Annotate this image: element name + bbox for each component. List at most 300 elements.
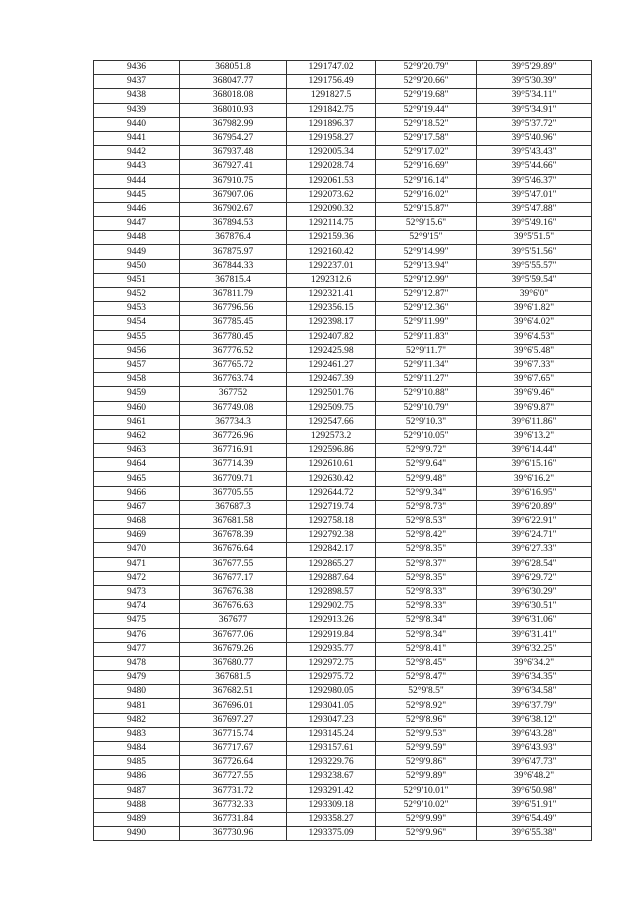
latitude-cell: 52°9'9.53" xyxy=(376,727,477,741)
longitude-cell: 39°6'27.33" xyxy=(477,543,592,557)
table-row xyxy=(94,671,592,685)
longitude-cell: 39°6'4.53" xyxy=(477,330,592,344)
longitude-cell: 39°6'43.93" xyxy=(477,742,592,756)
latitude-cell: 52°9'16.69" xyxy=(376,160,477,174)
latitude-cell: 52°9'18.52" xyxy=(376,117,477,131)
y-coordinate-cell: 1292090.32 xyxy=(287,202,376,216)
point-number-cell: 9453 xyxy=(94,302,180,316)
point-number-cell: 9455 xyxy=(94,330,180,344)
latitude-cell: 52°9'15" xyxy=(376,231,477,245)
latitude-cell: 52°9'10.05" xyxy=(376,429,477,443)
latitude-cell: 52°9'8.53" xyxy=(376,515,477,529)
y-coordinate-cell: 1293309.18 xyxy=(287,798,376,812)
table-row xyxy=(94,444,592,458)
x-coordinate-cell: 367811.79 xyxy=(180,288,287,302)
point-number-cell: 9477 xyxy=(94,642,180,656)
x-coordinate-cell: 367730.96 xyxy=(180,827,287,841)
longitude-cell: 39°6'31.41" xyxy=(477,628,592,642)
point-number-cell: 9470 xyxy=(94,543,180,557)
longitude-cell: 39°5'30.39" xyxy=(477,75,592,89)
y-coordinate-cell: 1292980.05 xyxy=(287,685,376,699)
point-number-cell: 9456 xyxy=(94,344,180,358)
latitude-cell: 52°9'19.44" xyxy=(376,103,477,117)
x-coordinate-cell: 367796.56 xyxy=(180,302,287,316)
table-row xyxy=(94,174,592,188)
x-coordinate-cell: 367676.64 xyxy=(180,543,287,557)
x-coordinate-cell: 367731.84 xyxy=(180,812,287,826)
table-row xyxy=(94,75,592,89)
table-row xyxy=(94,316,592,330)
y-coordinate-cell: 1292573.2 xyxy=(287,429,376,443)
point-number-cell: 9467 xyxy=(94,500,180,514)
longitude-cell: 39°6'29.72" xyxy=(477,571,592,585)
table-row xyxy=(94,585,592,599)
y-coordinate-cell: 1293375.09 xyxy=(287,827,376,841)
table-row xyxy=(94,458,592,472)
table-row xyxy=(94,486,592,500)
x-coordinate-cell: 367902.67 xyxy=(180,202,287,216)
latitude-cell: 52°9'8.37" xyxy=(376,557,477,571)
y-coordinate-cell: 1293145.24 xyxy=(287,727,376,741)
point-number-cell: 9464 xyxy=(94,458,180,472)
latitude-cell: 52°9'9.48" xyxy=(376,472,477,486)
point-number-cell: 9462 xyxy=(94,429,180,443)
table-row xyxy=(94,784,592,798)
x-coordinate-cell: 367677.55 xyxy=(180,557,287,571)
x-coordinate-cell: 367681.5 xyxy=(180,671,287,685)
latitude-cell: 52°9'8.5" xyxy=(376,685,477,699)
point-number-cell: 9436 xyxy=(94,61,180,75)
longitude-cell: 39°6'1.82" xyxy=(477,302,592,316)
table-row xyxy=(94,685,592,699)
longitude-cell: 39°6'5.48" xyxy=(477,344,592,358)
point-number-cell: 9487 xyxy=(94,784,180,798)
y-coordinate-cell: 1292913.26 xyxy=(287,614,376,628)
y-coordinate-cell: 1292005.34 xyxy=(287,146,376,160)
longitude-cell: 39°6'9.46" xyxy=(477,387,592,401)
longitude-cell: 39°5'34.91" xyxy=(477,103,592,117)
table-row xyxy=(94,600,592,614)
table-row xyxy=(94,656,592,670)
point-number-cell: 9463 xyxy=(94,444,180,458)
longitude-cell: 39°5'43.43" xyxy=(477,146,592,160)
x-coordinate-cell: 368010.93 xyxy=(180,103,287,117)
latitude-cell: 52°9'10.88" xyxy=(376,387,477,401)
longitude-cell: 39°6'30.51" xyxy=(477,600,592,614)
longitude-cell: 39°6'15.16" xyxy=(477,458,592,472)
longitude-cell: 39°6'7.33" xyxy=(477,358,592,372)
latitude-cell: 52°9'9.59" xyxy=(376,742,477,756)
x-coordinate-cell: 367709.71 xyxy=(180,472,287,486)
table-row xyxy=(94,798,592,812)
latitude-cell: 52°9'10.02" xyxy=(376,798,477,812)
latitude-cell: 52°9'19.68" xyxy=(376,89,477,103)
y-coordinate-cell: 1293358.27 xyxy=(287,812,376,826)
longitude-cell: 39°6'7.65" xyxy=(477,373,592,387)
longitude-cell: 39°6'38.12" xyxy=(477,713,592,727)
y-coordinate-cell: 1292630.42 xyxy=(287,472,376,486)
point-number-cell: 9452 xyxy=(94,288,180,302)
table-row xyxy=(94,344,592,358)
x-coordinate-cell: 367785.45 xyxy=(180,316,287,330)
x-coordinate-cell: 367844.33 xyxy=(180,259,287,273)
x-coordinate-cell: 367954.27 xyxy=(180,131,287,145)
y-coordinate-cell: 1292758.18 xyxy=(287,515,376,529)
table-row xyxy=(94,387,592,401)
table-row xyxy=(94,231,592,245)
latitude-cell: 52°9'9.64" xyxy=(376,458,477,472)
table-row xyxy=(94,543,592,557)
x-coordinate-cell: 367679.26 xyxy=(180,642,287,656)
y-coordinate-cell: 1292159.36 xyxy=(287,231,376,245)
x-coordinate-cell: 367676.38 xyxy=(180,585,287,599)
longitude-cell: 39°6'28.54" xyxy=(477,557,592,571)
latitude-cell: 52°9'9.86" xyxy=(376,756,477,770)
point-number-cell: 9489 xyxy=(94,812,180,826)
point-number-cell: 9480 xyxy=(94,685,180,699)
y-coordinate-cell: 1292467.39 xyxy=(287,373,376,387)
point-number-cell: 9483 xyxy=(94,727,180,741)
x-coordinate-cell: 367696.01 xyxy=(180,699,287,713)
x-coordinate-cell: 368047.77 xyxy=(180,75,287,89)
point-number-cell: 9488 xyxy=(94,798,180,812)
table-row xyxy=(94,103,592,117)
longitude-cell: 39°6'30.29" xyxy=(477,585,592,599)
table-row xyxy=(94,259,592,273)
y-coordinate-cell: 1292547.66 xyxy=(287,415,376,429)
y-coordinate-cell: 1293291.42 xyxy=(287,784,376,798)
point-number-cell: 9451 xyxy=(94,273,180,287)
longitude-cell: 39°6'31.06" xyxy=(477,614,592,628)
point-number-cell: 9469 xyxy=(94,529,180,543)
latitude-cell: 52°9'8.96" xyxy=(376,713,477,727)
latitude-cell: 52°9'11.99" xyxy=(376,316,477,330)
y-coordinate-cell: 1292061.53 xyxy=(287,174,376,188)
y-coordinate-cell: 1291842.75 xyxy=(287,103,376,117)
x-coordinate-cell: 367687.3 xyxy=(180,500,287,514)
latitude-cell: 52°9'8.45" xyxy=(376,656,477,670)
y-coordinate-cell: 1292509.75 xyxy=(287,401,376,415)
longitude-cell: 39°6'37.79" xyxy=(477,699,592,713)
point-number-cell: 9474 xyxy=(94,600,180,614)
y-coordinate-cell: 1291756.49 xyxy=(287,75,376,89)
point-number-cell: 9440 xyxy=(94,117,180,131)
x-coordinate-cell: 367676.63 xyxy=(180,600,287,614)
latitude-cell: 52°9'15.87" xyxy=(376,202,477,216)
table-row xyxy=(94,202,592,216)
table-row xyxy=(94,642,592,656)
y-coordinate-cell: 1291958.27 xyxy=(287,131,376,145)
x-coordinate-cell: 367780.45 xyxy=(180,330,287,344)
longitude-cell: 39°6'13.2" xyxy=(477,429,592,443)
y-coordinate-cell: 1292887.64 xyxy=(287,571,376,585)
x-coordinate-cell: 368051.8 xyxy=(180,61,287,75)
longitude-cell: 39°5'47.88" xyxy=(477,202,592,216)
longitude-cell: 39°6'32.25" xyxy=(477,642,592,656)
x-coordinate-cell: 368018.08 xyxy=(180,89,287,103)
point-number-cell: 9454 xyxy=(94,316,180,330)
table-row xyxy=(94,401,592,415)
y-coordinate-cell: 1292792.38 xyxy=(287,529,376,543)
point-number-cell: 9457 xyxy=(94,358,180,372)
latitude-cell: 52°9'8.33" xyxy=(376,600,477,614)
y-coordinate-cell: 1292972.75 xyxy=(287,656,376,670)
x-coordinate-cell: 367731.72 xyxy=(180,784,287,798)
x-coordinate-cell: 367752 xyxy=(180,387,287,401)
table-row xyxy=(94,373,592,387)
longitude-cell: 39°6'55.38" xyxy=(477,827,592,841)
x-coordinate-cell: 367727.55 xyxy=(180,770,287,784)
table-row xyxy=(94,515,592,529)
table-row xyxy=(94,756,592,770)
y-coordinate-cell: 1293157.61 xyxy=(287,742,376,756)
longitude-cell: 39°5'46.37" xyxy=(477,174,592,188)
x-coordinate-cell: 367677.17 xyxy=(180,571,287,585)
longitude-cell: 39°6'4.02" xyxy=(477,316,592,330)
y-coordinate-cell: 1292842.17 xyxy=(287,543,376,557)
y-coordinate-cell: 1293238.67 xyxy=(287,770,376,784)
longitude-cell: 39°6'54.49" xyxy=(477,812,592,826)
table-row xyxy=(94,472,592,486)
table-row xyxy=(94,699,592,713)
longitude-cell: 39°5'29.89" xyxy=(477,61,592,75)
latitude-cell: 52°9'8.73" xyxy=(376,500,477,514)
latitude-cell: 52°9'12.99" xyxy=(376,273,477,287)
x-coordinate-cell: 367732.33 xyxy=(180,798,287,812)
longitude-cell: 39°5'34.11" xyxy=(477,89,592,103)
x-coordinate-cell: 367910.75 xyxy=(180,174,287,188)
y-coordinate-cell: 1292935.77 xyxy=(287,642,376,656)
point-number-cell: 9437 xyxy=(94,75,180,89)
latitude-cell: 52°9'10.01" xyxy=(376,784,477,798)
point-number-cell: 9486 xyxy=(94,770,180,784)
longitude-cell: 39°5'40.96" xyxy=(477,131,592,145)
table-row xyxy=(94,812,592,826)
point-number-cell: 9484 xyxy=(94,742,180,756)
table-row xyxy=(94,415,592,429)
latitude-cell: 52°9'8.34" xyxy=(376,614,477,628)
longitude-cell: 39°6'47.73" xyxy=(477,756,592,770)
latitude-cell: 52°9'12.87" xyxy=(376,288,477,302)
latitude-cell: 52°9'20.79" xyxy=(376,61,477,75)
coordinates-table xyxy=(93,60,592,841)
x-coordinate-cell: 367680.77 xyxy=(180,656,287,670)
table-row xyxy=(94,827,592,841)
y-coordinate-cell: 1292865.27 xyxy=(287,557,376,571)
longitude-cell: 39°5'51.5" xyxy=(477,231,592,245)
point-number-cell: 9476 xyxy=(94,628,180,642)
y-coordinate-cell: 1292237.01 xyxy=(287,259,376,273)
latitude-cell: 52°9'10.79" xyxy=(376,401,477,415)
y-coordinate-cell: 1292028.74 xyxy=(287,160,376,174)
x-coordinate-cell: 367726.96 xyxy=(180,429,287,443)
y-coordinate-cell: 1292902.75 xyxy=(287,600,376,614)
x-coordinate-cell: 367726.64 xyxy=(180,756,287,770)
point-number-cell: 9450 xyxy=(94,259,180,273)
longitude-cell: 39°6'20.89" xyxy=(477,500,592,514)
x-coordinate-cell: 367717.67 xyxy=(180,742,287,756)
latitude-cell: 52°9'17.02" xyxy=(376,146,477,160)
point-number-cell: 9447 xyxy=(94,217,180,231)
longitude-cell: 39°5'49.16" xyxy=(477,217,592,231)
point-number-cell: 9485 xyxy=(94,756,180,770)
longitude-cell: 39°6'16.95" xyxy=(477,486,592,500)
table-row xyxy=(94,713,592,727)
table-row xyxy=(94,302,592,316)
longitude-cell: 39°6'11.86" xyxy=(477,415,592,429)
point-number-cell: 9490 xyxy=(94,827,180,841)
point-number-cell: 9439 xyxy=(94,103,180,117)
point-number-cell: 9465 xyxy=(94,472,180,486)
longitude-cell: 39°6'24.71" xyxy=(477,529,592,543)
point-number-cell: 9449 xyxy=(94,245,180,259)
longitude-cell: 39°6'48.2" xyxy=(477,770,592,784)
y-coordinate-cell: 1292919.84 xyxy=(287,628,376,642)
x-coordinate-cell: 367927.41 xyxy=(180,160,287,174)
y-coordinate-cell: 1292644.72 xyxy=(287,486,376,500)
latitude-cell: 52°9'9.96" xyxy=(376,827,477,841)
longitude-cell: 39°5'55.57" xyxy=(477,259,592,273)
y-coordinate-cell: 1292610.61 xyxy=(287,458,376,472)
y-coordinate-cell: 1292321.41 xyxy=(287,288,376,302)
longitude-cell: 39°5'37.72" xyxy=(477,117,592,131)
x-coordinate-cell: 367763.74 xyxy=(180,373,287,387)
point-number-cell: 9444 xyxy=(94,174,180,188)
point-number-cell: 9471 xyxy=(94,557,180,571)
point-number-cell: 9458 xyxy=(94,373,180,387)
table-row xyxy=(94,273,592,287)
table-row xyxy=(94,628,592,642)
table-row xyxy=(94,61,592,75)
table-row xyxy=(94,146,592,160)
y-coordinate-cell: 1292596.86 xyxy=(287,444,376,458)
x-coordinate-cell: 367678.39 xyxy=(180,529,287,543)
table-row xyxy=(94,429,592,443)
point-number-cell: 9448 xyxy=(94,231,180,245)
y-coordinate-cell: 1292312.6 xyxy=(287,273,376,287)
x-coordinate-cell: 367705.55 xyxy=(180,486,287,500)
table-row xyxy=(94,358,592,372)
x-coordinate-cell: 367734.3 xyxy=(180,415,287,429)
longitude-cell: 39°6'14.44" xyxy=(477,444,592,458)
latitude-cell: 52°9'8.35" xyxy=(376,543,477,557)
point-number-cell: 9445 xyxy=(94,188,180,202)
y-coordinate-cell: 1292898.57 xyxy=(287,585,376,599)
longitude-cell: 39°6'34.58" xyxy=(477,685,592,699)
latitude-cell: 52°9'16.14" xyxy=(376,174,477,188)
point-number-cell: 9459 xyxy=(94,387,180,401)
x-coordinate-cell: 367681.58 xyxy=(180,515,287,529)
table-row xyxy=(94,89,592,103)
point-number-cell: 9478 xyxy=(94,656,180,670)
latitude-cell: 52°9'9.89" xyxy=(376,770,477,784)
table-row xyxy=(94,742,592,756)
x-coordinate-cell: 367677.06 xyxy=(180,628,287,642)
table-row xyxy=(94,117,592,131)
latitude-cell: 52°9'8.92" xyxy=(376,699,477,713)
latitude-cell: 52°9'11.27" xyxy=(376,373,477,387)
x-coordinate-cell: 367907.06 xyxy=(180,188,287,202)
x-coordinate-cell: 367937.48 xyxy=(180,146,287,160)
table-row xyxy=(94,330,592,344)
latitude-cell: 52°9'13.94" xyxy=(376,259,477,273)
latitude-cell: 52°9'20.66" xyxy=(376,75,477,89)
latitude-cell: 52°9'11.83" xyxy=(376,330,477,344)
point-number-cell: 9472 xyxy=(94,571,180,585)
y-coordinate-cell: 1291896.37 xyxy=(287,117,376,131)
y-coordinate-cell: 1292425.98 xyxy=(287,344,376,358)
latitude-cell: 52°9'8.34" xyxy=(376,628,477,642)
longitude-cell: 39°5'59.54" xyxy=(477,273,592,287)
longitude-cell: 39°6'51.91" xyxy=(477,798,592,812)
longitude-cell: 39°6'9.87" xyxy=(477,401,592,415)
x-coordinate-cell: 367815.4 xyxy=(180,273,287,287)
latitude-cell: 52°9'15.6" xyxy=(376,217,477,231)
table-row xyxy=(94,160,592,174)
table-row xyxy=(94,614,592,628)
y-coordinate-cell: 1293229.76 xyxy=(287,756,376,770)
longitude-cell: 39°6'34.2" xyxy=(477,656,592,670)
x-coordinate-cell: 367776.52 xyxy=(180,344,287,358)
y-coordinate-cell: 1291747.02 xyxy=(287,61,376,75)
latitude-cell: 52°9'9.99" xyxy=(376,812,477,826)
y-coordinate-cell: 1292073.62 xyxy=(287,188,376,202)
x-coordinate-cell: 367749.08 xyxy=(180,401,287,415)
x-coordinate-cell: 367697.27 xyxy=(180,713,287,727)
latitude-cell: 52°9'16.02" xyxy=(376,188,477,202)
point-number-cell: 9442 xyxy=(94,146,180,160)
x-coordinate-cell: 367982.99 xyxy=(180,117,287,131)
latitude-cell: 52°9'11.7" xyxy=(376,344,477,358)
table-row xyxy=(94,288,592,302)
y-coordinate-cell: 1292501.76 xyxy=(287,387,376,401)
latitude-cell: 52°9'8.42" xyxy=(376,529,477,543)
longitude-cell: 39°6'34.35" xyxy=(477,671,592,685)
table-row xyxy=(94,500,592,514)
point-number-cell: 9466 xyxy=(94,486,180,500)
x-coordinate-cell: 367876.4 xyxy=(180,231,287,245)
latitude-cell: 52°9'8.41" xyxy=(376,642,477,656)
table-row xyxy=(94,131,592,145)
y-coordinate-cell: 1293047.23 xyxy=(287,713,376,727)
longitude-cell: 39°5'47.01" xyxy=(477,188,592,202)
x-coordinate-cell: 367715.74 xyxy=(180,727,287,741)
point-number-cell: 9443 xyxy=(94,160,180,174)
longitude-cell: 39°6'22.91" xyxy=(477,515,592,529)
latitude-cell: 52°9'8.33" xyxy=(376,585,477,599)
latitude-cell: 52°9'14.99" xyxy=(376,245,477,259)
y-coordinate-cell: 1292975.72 xyxy=(287,671,376,685)
latitude-cell: 52°9'12.36" xyxy=(376,302,477,316)
table-row xyxy=(94,217,592,231)
point-number-cell: 9475 xyxy=(94,614,180,628)
point-number-cell: 9481 xyxy=(94,699,180,713)
longitude-cell: 39°6'50.98" xyxy=(477,784,592,798)
latitude-cell: 52°9'8.47" xyxy=(376,671,477,685)
point-number-cell: 9479 xyxy=(94,671,180,685)
x-coordinate-cell: 367875.97 xyxy=(180,245,287,259)
y-coordinate-cell: 1292461.27 xyxy=(287,358,376,372)
y-coordinate-cell: 1292407.82 xyxy=(287,330,376,344)
x-coordinate-cell: 367765.72 xyxy=(180,358,287,372)
x-coordinate-cell: 367716.91 xyxy=(180,444,287,458)
table-row xyxy=(94,557,592,571)
x-coordinate-cell: 367894.53 xyxy=(180,217,287,231)
latitude-cell: 52°9'10.3" xyxy=(376,415,477,429)
point-number-cell: 9446 xyxy=(94,202,180,216)
table-row xyxy=(94,188,592,202)
x-coordinate-cell: 367682.51 xyxy=(180,685,287,699)
